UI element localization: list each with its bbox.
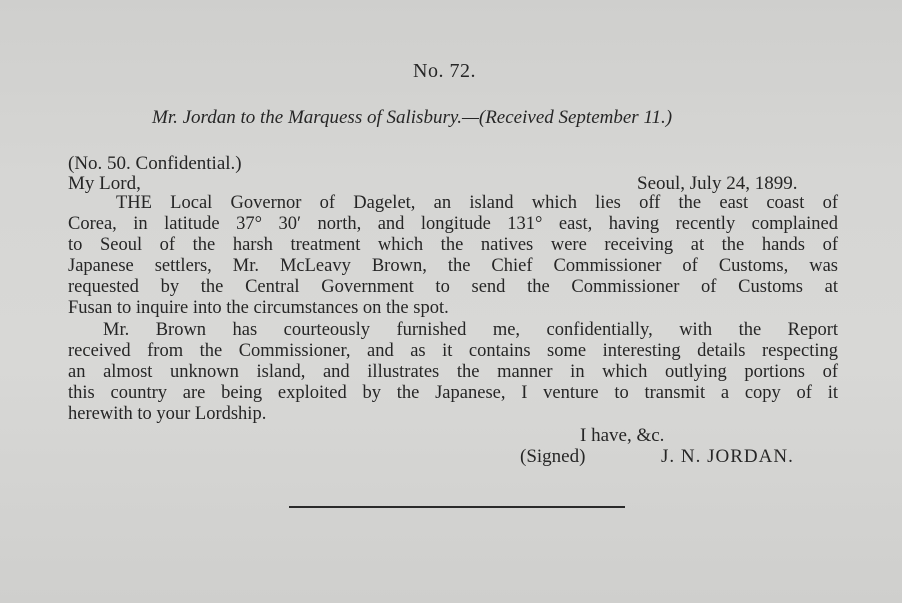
paragraph-1-line: THE Local Governor of Dagelet, an island which lies off the east coast of [116, 193, 838, 213]
closing: I have, &c. [580, 425, 665, 446]
paragraph-1-line: Corea, in latitude 37° 30′ north, and longitude 131° east, having recently complained [68, 214, 838, 234]
paragraph-2-line: Mr. Brown has courteously furnished me, confidentially, with the Report [103, 320, 838, 340]
paragraph-1-line: Fusan to inquire into the circumstances on the spot. [68, 298, 449, 318]
paragraph-2-line: received from the Commissioner, and as it contains some interesting details respecting [68, 341, 838, 361]
signatory: J. N. JORDAN. [661, 446, 794, 467]
salutation: My Lord, [68, 173, 141, 194]
paragraph-1-line: to Seoul of the harsh treatment which the natives were receiving at the hands of [68, 235, 838, 255]
section-divider [289, 506, 625, 508]
dateline-text: Seoul, July 24, 1899. [637, 173, 798, 194]
paragraph-2-line: an almost unknown island, and illustrates the manner in which outlying portions of [68, 362, 838, 382]
dateline [637, 173, 797, 195]
paragraph-1-line: Japanese settlers, Mr. McLeavy Brown, the Chief Commissioner of Customs, was [68, 256, 838, 276]
reference-line: (No. 50. Confidential.) [68, 153, 242, 174]
paragraph-2-line: herewith to your Lordship. [68, 404, 267, 424]
document-subtitle: Mr. Jordan to the Marquess of Salisbury.—(Received September 11.) [152, 107, 673, 128]
document-number: No. 72. [413, 60, 476, 82]
paragraph-1-line: requested by the Central Government to send the Commissioner of Customs at [68, 277, 838, 297]
signed-label: (Signed) [520, 446, 586, 467]
paragraph-2-line: this country are being exploited by the Japanese, I venture to transmit a copy of it [68, 383, 838, 403]
